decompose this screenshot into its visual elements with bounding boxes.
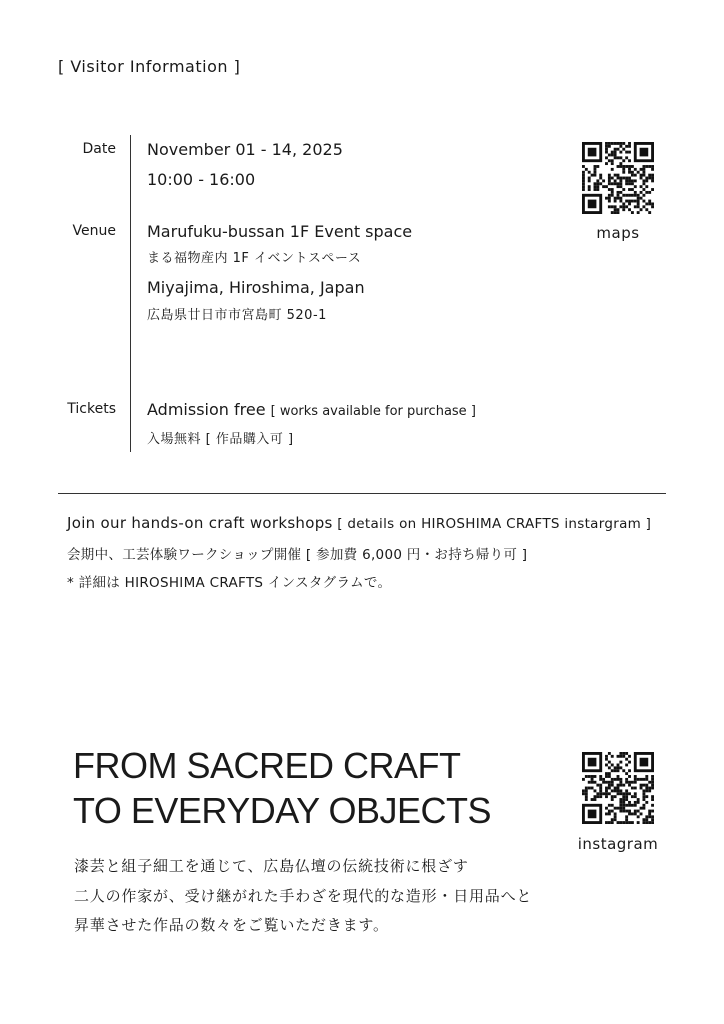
admission-text: Admission free [147, 400, 266, 419]
venue-name-en: Marufuku-bussan 1F Event space [147, 222, 413, 241]
tickets-label: Tickets [67, 401, 116, 417]
qr-code-icon [582, 142, 654, 214]
venue-name-ja: まる福物産内 1F イベントスペース [147, 251, 362, 266]
venue-label: Venue [72, 223, 116, 239]
venue-city-en: Miyajima, Hiroshima, Japan [147, 278, 365, 297]
tickets-line [147, 400, 476, 419]
description-line-3: 昇華させた作品の数々をご覧いただきます。 [74, 916, 389, 934]
headline-line-1: FROM SACRED CRAFT [73, 745, 461, 786]
section-title: [ Visitor Information ] [58, 57, 241, 76]
venue-address-ja: 広島県廿日市市宮島町 520-1 [147, 308, 327, 323]
date-hours: 10:00 - 16:00 [147, 170, 256, 189]
description-line-2: 二人の作家が、受け継がれた手わざを現代的な造形・日用品へと [74, 887, 533, 905]
admission-note: [ works available for purchase ] [270, 404, 476, 419]
date-label: Date [82, 141, 116, 157]
date-range: November 01 - 14, 2025 [147, 140, 343, 159]
workshop-line [67, 514, 651, 532]
instagram-qr[interactable] [582, 752, 654, 824]
workshop-detail: [ details on HIROSHIMA CRAFTS instargram ] [337, 516, 652, 532]
description-line-1: 漆芸と組子細工を通じて、広島仏壇の伝統技術に根ざす [74, 857, 469, 875]
workshop-main: Join our hands-on craft workshops [67, 514, 333, 532]
label-divider [130, 135, 131, 452]
maps-qr[interactable] [582, 142, 654, 214]
maps-label: maps [596, 224, 640, 242]
section-divider [58, 493, 666, 494]
tickets-ja: 入場無料 [ 作品購入可 ] [147, 432, 294, 447]
workshop-note: * 詳細は HIROSHIMA CRAFTS インスタグラムで。 [67, 575, 392, 591]
headline-line-2: TO EVERYDAY OBJECTS [73, 790, 491, 831]
qr-code-icon [582, 752, 654, 824]
instagram-label: instagram [577, 835, 659, 853]
workshop-ja: 会期中、工芸体験ワークショップ開催 [ 参加費 6,000 円・お持ち帰り可 ] [67, 547, 528, 563]
